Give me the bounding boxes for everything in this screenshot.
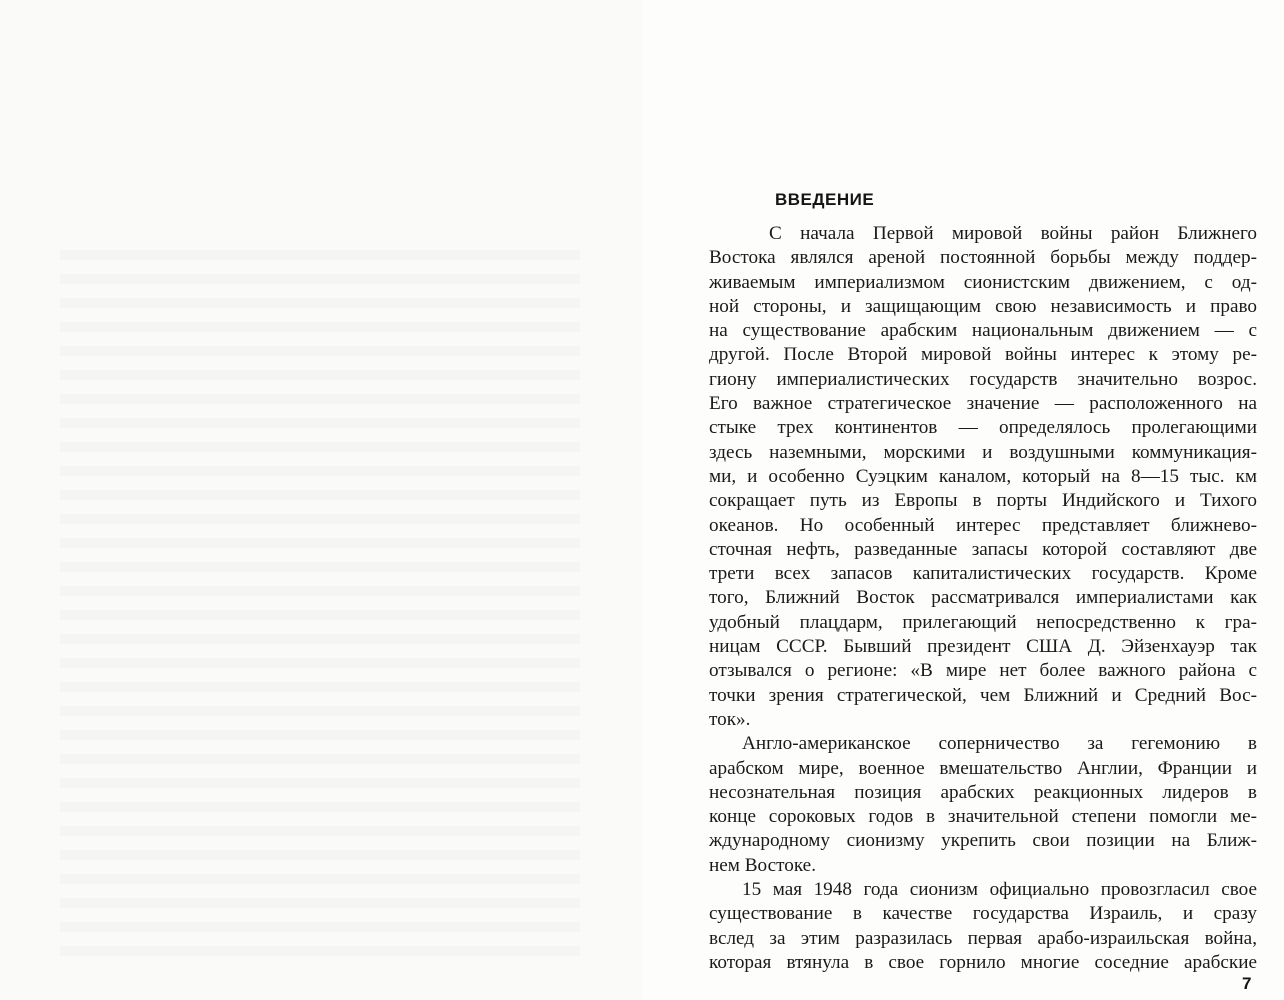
text-line: ждународному сионизму укрепить свои позиции на Ближ-	[709, 830, 1257, 852]
text-line: нем Востоке.	[709, 854, 816, 876]
text-line: С начала Первой мировой войны район Ближнего	[769, 223, 1257, 244]
text-line: Его важное стратегическое значение — расположенного на	[709, 393, 1257, 415]
right-page	[642, 0, 1284, 1000]
text-line: вслед за этим разразилась первая арабо-израильская война,	[709, 927, 1257, 949]
text-line: конце сороковых годов в значительной степени помогли ме-	[709, 806, 1257, 828]
text-line: несознательная позиция арабских реакционных лидеров в	[709, 781, 1257, 803]
text-line: ной стороны, и защищающим свою независимость и право	[709, 295, 1257, 317]
text-line: Англо-американское соперничество за гегемонию в	[742, 733, 1257, 755]
text-line: сокращает путь из Европы в порты Индийского и Тихого	[709, 490, 1257, 512]
text-line: того, Ближний Восток рассматривался империалистами как	[709, 587, 1257, 609]
text-line: ми, и особенно Суэцким каналом, который на 8—15 тыс. км	[709, 465, 1257, 487]
text-line: трети всех запасов капиталистических государств. Кроме	[709, 563, 1257, 585]
text-line: живаемым империализмом сионистским движением, с од-	[709, 271, 1257, 293]
text-line: 15 мая 1948 года сионизм официально провозгласил свое	[742, 879, 1257, 901]
text-line: ницам СССР. Бывший президент США Д. Эйзенхауэр так	[709, 636, 1257, 658]
text-line: которая втянула в свое горнило многие соседние арабские	[709, 951, 1257, 973]
text-line: стыке трех континентов — определялось пролегающими	[709, 417, 1257, 439]
text-line: отзывался о регионе: «В мире нет более важного района с	[709, 660, 1257, 682]
chapter-heading: ВВЕДЕНИЕ	[775, 190, 875, 209]
text-line: точки зрения стратегической, чем Ближний и Средний Вос-	[709, 684, 1257, 706]
text-line: ток».	[709, 708, 751, 730]
page-number: 7	[1242, 974, 1252, 993]
text-line: другой. После Второй мировой войны интерес к этому ре-	[709, 344, 1257, 366]
text-line: существование в качестве государства Израиль, и сразу	[709, 903, 1257, 925]
text-line: гиону империалистических государств значительно возрос.	[709, 368, 1257, 390]
text-line: удобный плацдарм, прилегающий непосредственно к гра-	[709, 611, 1257, 633]
body-text	[709, 222, 1257, 975]
text-line: океанов. Но особенный интерес представляет ближнево-	[709, 514, 1257, 536]
text-line: арабском мире, военное вмешательство Англии, Франции и	[709, 757, 1257, 779]
text-line: на существование арабским национальным движением — с	[709, 320, 1257, 342]
text-line: здесь наземными, морскими и воздушными коммуникация-	[709, 441, 1257, 463]
bleed-through-text	[60, 250, 580, 970]
text-line: Востока являлся ареной постоянной борьбы между поддер-	[709, 247, 1257, 269]
text-line: сточная нефть, разведанные запасы которой составляют две	[709, 538, 1257, 560]
